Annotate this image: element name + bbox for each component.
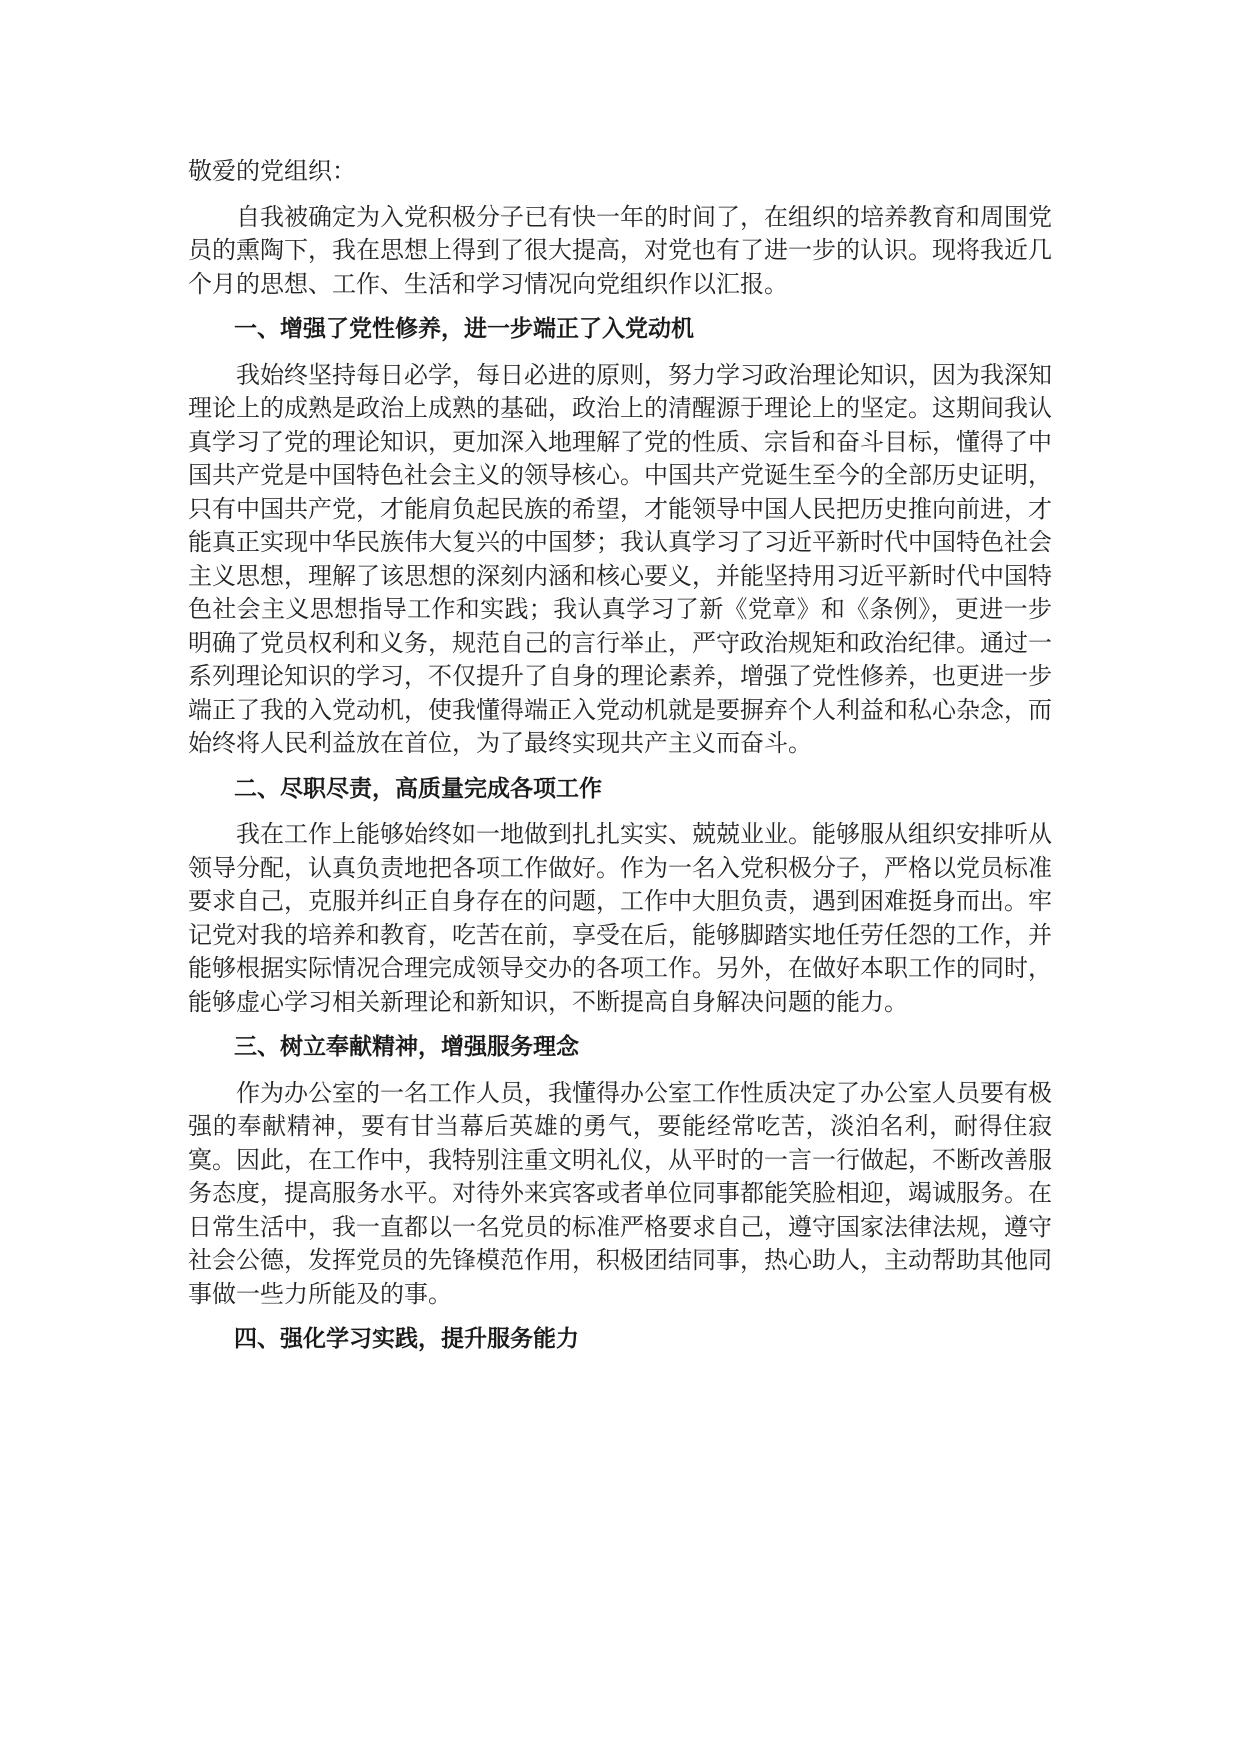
- section-heading-2: 二、尽职尽责，高质量完成各项工作: [234, 775, 602, 802]
- section-body-2: 我在工作上能够始终如一地做到扎扎实实、兢兢业业。能够服从组织安排听从领导分配，认真负责地把各项工作做好。作为一名入党积极分子，严格以党员标准要求自己，克服并纠正自身存在的问题，工作中大胆负责，遇到困难挺身而出。牢记党对我的培养和教育，吃苦在前，享受在后，能够脚踏实地任劳任怨的工作，并能够根据实际情况合理完成领导交办的各项工作。另外，在做好本职工作的同时，能够虚心学习相关新理论和新知识，不断提高自身解决问题的能力。: [188, 820, 1052, 1016]
- section-body-3: 作为办公室的一名工作人员，我懂得办公室工作性质决定了办公室人员要有极强的奉献精神，要有甘当幕后英雄的勇气，要能经常吃苦，淡泊名利，耐得住寂寞。因此，在工作中，我特别注重文明礼仪，从平时的一言一行做起，不断改善服务态度，提高服务水平。对待外来宾客或者单位同事都能笑脸相迎，竭诚服务。在日常生活中，我一直都以一名党员的标准严格要求自己，遵守国家法律法规，遵守社会公德，发挥党员的先锋模范作用，积极团结同事，热心助人，主动帮助其他同事做一些力所能及的事。: [188, 1078, 1052, 1308]
- section-heading-1: 一、增强了党性修养，进一步端正了入党动机: [234, 316, 694, 342]
- intro-paragraph: 自我被确定为入党积极分子已有快一年的时间了，在组织的培养教育和周围党员的熏陶下，我在思想上得到了很大提高，对党也有了进一步的认识。现将我近几个月的思想、工作、生活和学习情况向党组织作以汇报。: [188, 202, 1052, 298]
- section-heading-4: 四、强化学习实践，提升服务能力: [234, 1326, 579, 1352]
- section-heading-3: 三、树立奉献精神，增强服务理念: [234, 1034, 579, 1060]
- salutation: 敬爱的党组织：: [188, 157, 356, 185]
- section-body-1: 我始终坚持每日必学，每日必进的原则，努力学习政治理论知识，因为我深知理论上的成熟是政治上成熟的基础，政治上的清醒源于理论上的坚定。这期间我认真学习了党的理论知识，更加深入地理解了党的性质、宗旨和奋斗目标，懂得了中国共产党是中国特色社会主义的领导核心。中国共产党诞生至今的全部历史证明，只有中国共产党，才能肩负起民族的希望，才能领导中国人民把历史推向前进，才能真正实现中华民族伟大复兴的中国梦；我认真学习了习近平新时代中国特色社会主义思想，理解了该思想的深刻内涵和核心要义，并能坚持用习近平新时代中国特色社会主义思想指导工作和实践；我认真学习了新《党章》和《条例》，更进一步明确了党员权利和义务，规范自己的言行举止，严守政治规矩和政治纪律。通过一系列理论知识的学习，不仅提升了自身的理论素养，增强了党性修养，也更进一步端正了我的入党动机，使我懂得端正入党动机就是要摒弃个人利益和私心杂念，而始终将人民利益放在首位，为了最终实现共产主义而奋斗。: [188, 360, 1052, 757]
- report-body: [188, 155, 1052, 1369]
